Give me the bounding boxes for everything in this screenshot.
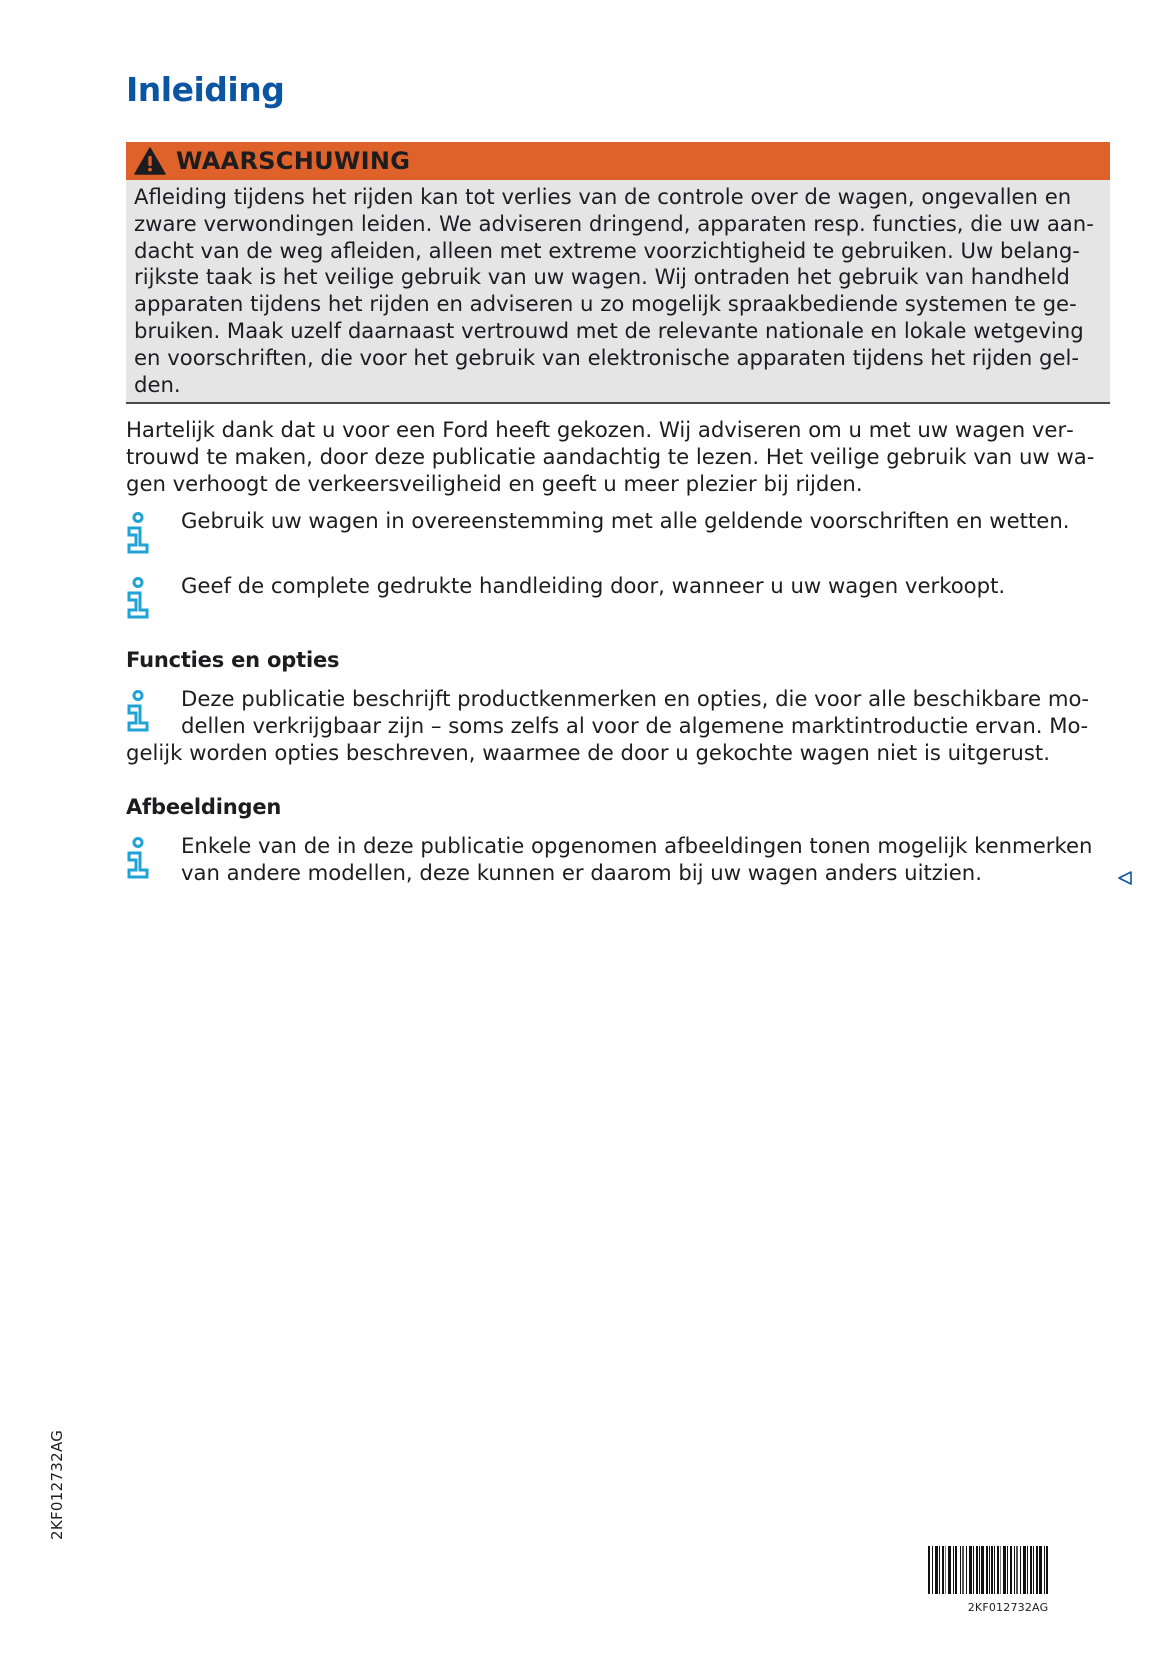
intro-paragraph: Hartelijk dank dat u voor een Ford heeft gekozen. Wij adviseren om u met uw wagen vertrouwd te maken, door deze publicatie aandachtig te lezen. Het veilige gebruik van uw wagen verhoogt de verkeersveiligheid en geeft u meer plezier bij rijden. bbox=[126, 417, 1095, 496]
note-text: Enkele van de in deze publicatie opgenomen afbeeldingen tonen mogelijk kenmerken van andere modellen, deze kunnen er daarom bij uw wagen anders uitzien. bbox=[181, 833, 1093, 885]
note-text: Gebruik uw wagen in overeenstemming met alle geldende voorschriften en wetten. bbox=[181, 508, 1070, 533]
end-of-section-triangle-icon bbox=[1117, 870, 1133, 886]
warning-triangle-icon bbox=[134, 147, 166, 175]
barcode-label: 2KF012732AG bbox=[967, 1601, 1049, 1614]
barcode bbox=[928, 1546, 1088, 1594]
note-text: Deze publicatie beschrijft productkenmerken en opties, die voor alle beschikbare modellen verkrijgbaar zijn – soms zelfs al voor de algemene marktintroductie ervan. Mogelijk worden opties beschreven, waarmee de door u gekochte wagen niet is uitgerust. bbox=[126, 686, 1090, 765]
warning-text: Afleiding tijdens het rijden kan tot verlies van de controle over de wagen, ongevallen en zware verwondingen leiden. We adviseren dringend, apparaten resp. functies, die uw aandacht van de weg afleiden, alleen met extreme voorzichtigheid te gebruiken. Uw belangrijkste taak is het veilige gebruik van uw wagen. Wij ontraden het gebruik van handheld apparaten tijdens het rijden en adviseren u zo mogelijk spraakbediende systemen te gebruiken. Maak uzelf daarnaast vertrouwd met de relevante nationale en lokale wetgeving en voorschriften, die voor het gebruik van elektronische apparaten tijdens het rijden gelden. bbox=[134, 184, 1094, 397]
note-text: Geef de complete gedrukte handleiding door, wanneer u uw wagen verkoopt. bbox=[181, 573, 1006, 598]
info-icon bbox=[126, 837, 181, 881]
page-title: Inleiding bbox=[126, 70, 285, 109]
section-heading-functies: Functies en opties bbox=[126, 648, 340, 672]
warning-box bbox=[126, 142, 1110, 404]
note-item bbox=[126, 833, 1111, 887]
note-item bbox=[126, 508, 1111, 556]
info-icon bbox=[126, 512, 181, 556]
info-icon bbox=[126, 577, 181, 621]
note-item bbox=[126, 573, 1111, 621]
document-code-vertical: 2KF012732AG bbox=[48, 1429, 66, 1540]
note-item bbox=[126, 686, 1111, 766]
info-icon bbox=[126, 690, 181, 734]
warning-title: WAARSCHUWING bbox=[176, 147, 411, 175]
section-heading-afbeeldingen: Afbeeldingen bbox=[126, 795, 282, 819]
warning-header bbox=[126, 142, 1110, 180]
